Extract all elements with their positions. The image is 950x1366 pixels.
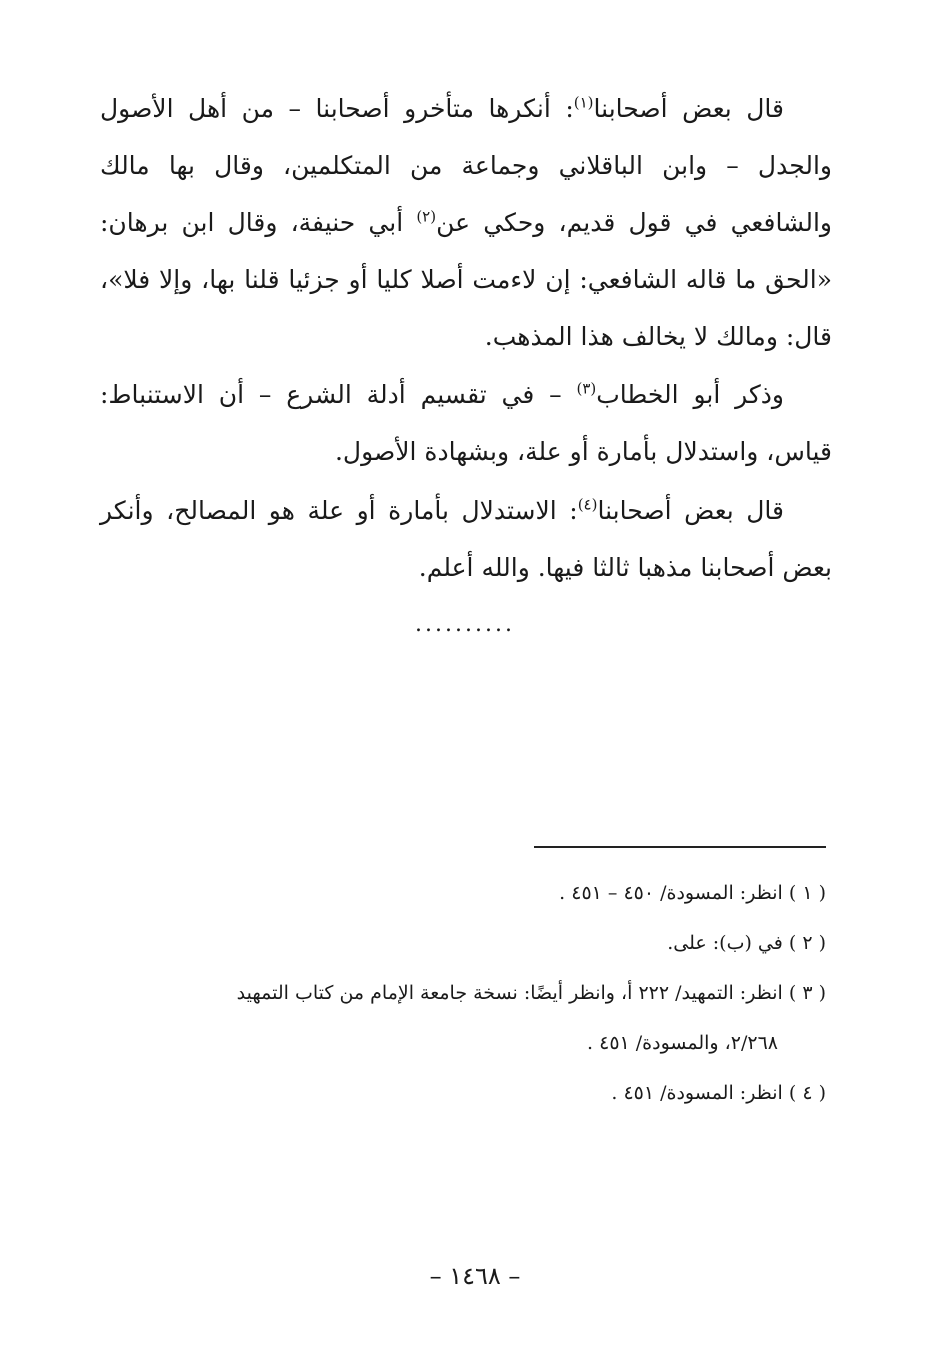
paragraph-1-text-c: أبي حنيفة، وقال ابن برهان: «الحق ما قاله الشافعي: إن لاءمت أصلا كليا أو جزئيا قلنا بها، وإلا فلا»، قال: ومالك لا يخالف هذا المذهب. bbox=[100, 208, 832, 351]
paragraph-1-text-b: : أنكرها متأخرو أصحابنا – من أهل الأصول والجدل – وابن الباقلاني وجماعة من المتكلمين، وقال بها مالك والشافعي في قول قديم، وحكي عن bbox=[100, 94, 832, 237]
paragraph-3-text-a: قال بعض أصحابنا bbox=[597, 496, 784, 525]
paragraph-3 bbox=[100, 482, 832, 596]
main-text-block bbox=[100, 80, 832, 365]
paragraph-3-text-b: : الاستدلال بأمارة أو علة هو المصالح، وأنكر بعض أصحابنا مذهبا ثالثا فيها. والله أعلم. bbox=[100, 496, 832, 582]
footnote-3: ( ٣ ) انظر: التمهيد/ ٢٢٢ أ، وانظر أيضًا: نسخة جامعة الإمام من كتاب التمهيد bbox=[236, 982, 826, 1004]
footnote-ref-3[interactable]: (٣) bbox=[576, 379, 597, 398]
footnote-ref-4[interactable]: (٤) bbox=[577, 495, 598, 514]
footnote-ref-1[interactable]: (١) bbox=[573, 93, 594, 112]
footnote-ref-2[interactable]: (٢) bbox=[416, 207, 437, 226]
page-number: – ١٤٦٨ – bbox=[429, 1262, 521, 1290]
footnote-3-continuation: ٢/٢٦٨، والمسودة/ ٤٥١ . bbox=[587, 1032, 778, 1054]
footnote-4: ( ٤ ) انظر: المسودة/ ٤٥١ . bbox=[611, 1082, 826, 1104]
main-text-block-2 bbox=[100, 366, 832, 480]
footnote-1: ( ١ ) انظر: المسودة/ ٤٥٠ – ٤٥١ . bbox=[559, 882, 826, 904]
footnotes-block bbox=[100, 868, 826, 1118]
paragraph-2-text-b: – في تقسيم أدلة الشرع – أن الاستنباط: قياس، واستدلال بأمارة أو علة، وبشهادة الأصول. bbox=[100, 380, 832, 466]
section-separator-dots: .......... bbox=[415, 612, 515, 637]
footnote-2: ( ٢ ) في (ب): على. bbox=[667, 932, 826, 954]
footnote-divider bbox=[534, 846, 826, 848]
paragraph-1-text-a: قال بعض أصحابنا bbox=[593, 94, 784, 123]
paragraph-1 bbox=[100, 80, 832, 365]
main-text-block-3 bbox=[100, 482, 832, 596]
paragraph-2-text-a: وذكر أبو الخطاب bbox=[596, 380, 784, 409]
paragraph-2 bbox=[100, 366, 832, 480]
